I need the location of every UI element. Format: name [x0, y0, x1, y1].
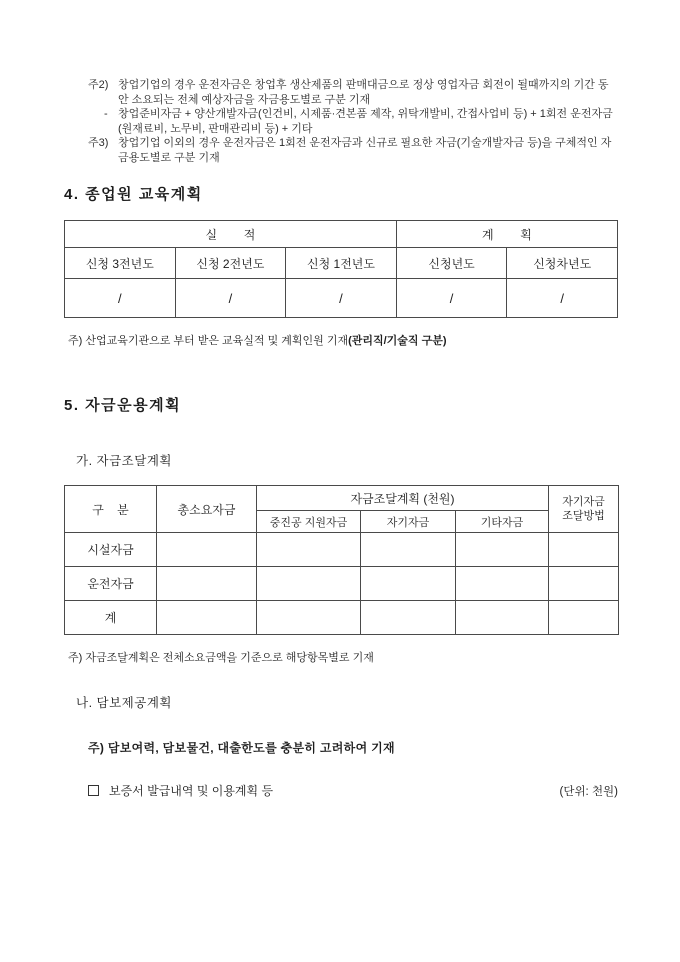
header-funding-group: 자금조달계획 (천원) [257, 486, 549, 511]
footnote-label: 주3) [88, 137, 109, 149]
empty-cell [257, 567, 361, 601]
header-total-funds: 총소요자금 [157, 486, 257, 533]
subsection-b-title: 나. 담보제공계획 [76, 696, 172, 710]
unit-label: (단위: 천원) [559, 785, 618, 798]
header-self-funding-method [549, 486, 619, 533]
table-group-header-row [65, 221, 618, 248]
education-table-note [68, 332, 618, 348]
top-footnotes [88, 78, 618, 165]
empty-cell [157, 533, 257, 567]
dash-bullet: - [104, 108, 108, 120]
collateral-note: 주) 담보여력, 담보물건, 대출한도를 충분히 고려하여 기재 [88, 741, 395, 755]
header-gubun: 구 분 [65, 486, 157, 533]
empty-cell [549, 533, 619, 567]
value-cell: / [175, 279, 286, 318]
subheader-other-funds: 기타자금 [456, 511, 549, 533]
value-cell: / [507, 279, 618, 318]
year-column-header: 신청 1전년도 [286, 248, 397, 279]
footnote-3 [88, 136, 618, 165]
year-column-header: 신청차년도 [507, 248, 618, 279]
footnote-text: 창업기업의 경우 운전자금은 창업후 생산제품의 판매대금으로 정상 영업자금 회전이 될때까지의 기간 동안 소요되는 전체 예상자금을 자금용도별로 구분 기재 [118, 79, 609, 106]
table-column-header-row [65, 248, 618, 279]
year-column-header: 신청 3전년도 [65, 248, 176, 279]
education-plan-table [64, 220, 618, 318]
year-column-header: 신청년도 [396, 248, 507, 279]
empty-cell [549, 567, 619, 601]
footnote-label: 주2) [88, 79, 109, 91]
empty-cell [157, 601, 257, 635]
year-column-header: 신청 2전년도 [175, 248, 286, 279]
row-label-facility-funds: 시설자금 [65, 533, 157, 567]
note-text: 주) 산업교육기관으로 부터 받은 교육실적 및 계획인원 기재 [68, 335, 349, 347]
subheader-self-funds: 자기자금 [361, 511, 456, 533]
footnote-2 [88, 78, 618, 107]
empty-cell [456, 533, 549, 567]
funding-data-row-facility [65, 533, 619, 567]
subsection-a-title: 가. 자금조달계획 [76, 454, 172, 468]
group-header-actual: 실 적 [65, 221, 397, 248]
empty-cell [456, 567, 549, 601]
empty-cell [549, 601, 619, 635]
row-label-operating-funds: 운전자금 [65, 567, 157, 601]
value-cell: / [396, 279, 507, 318]
empty-cell [257, 533, 361, 567]
table-value-row [65, 279, 618, 318]
row-label-total: 계 [65, 601, 157, 635]
note-bold-text: (관리직/기술직 구분) [348, 335, 447, 347]
empty-cell [361, 567, 456, 601]
funding-header-row-1 [65, 486, 619, 511]
funding-table-note: 주) 자금조달계획은 전체소요금액을 기준으로 해당항목별로 기재 [68, 652, 374, 664]
checkbox-label: 보증서 발급내역 및 이용계획 등 [109, 784, 274, 798]
subheader-sbc-funds: 중진공 지원자금 [257, 511, 361, 533]
guarantee-checkbox-row [88, 782, 618, 799]
group-header-plan: 계 획 [396, 221, 617, 248]
section-4-title: 4. 종업원 교육계획 [64, 186, 203, 203]
value-cell: / [286, 279, 397, 318]
section-5-title: 5. 자금운용계획 [64, 397, 182, 414]
method-line-2: 조달방법 [562, 510, 605, 522]
footnote-text: 창업준비자금 + 양산개발자금(인건비, 시제품·견본품 제작, 위탁개발비, 간접사업비 등) + 1회전 운전자금(원재료비, 노무비, 판매관리비 등) + 기타 [118, 108, 613, 135]
method-line-1: 자기자금 [562, 496, 605, 508]
checkbox-icon [88, 785, 99, 796]
footnote-text: 창업기업 이외의 경우 운전자금은 1회전 운전자금과 신규로 필요한 자금(기술개발자금 등)을 구체적인 자금용도별로 구분 기재 [118, 137, 612, 164]
empty-cell [456, 601, 549, 635]
funding-data-row-operating [65, 567, 619, 601]
empty-cell [157, 567, 257, 601]
empty-cell [361, 533, 456, 567]
empty-cell [361, 601, 456, 635]
funding-plan-table [64, 485, 619, 635]
empty-cell [257, 601, 361, 635]
footnote-sub-item [104, 107, 618, 136]
funding-data-row-total [65, 601, 619, 635]
value-cell: / [65, 279, 176, 318]
